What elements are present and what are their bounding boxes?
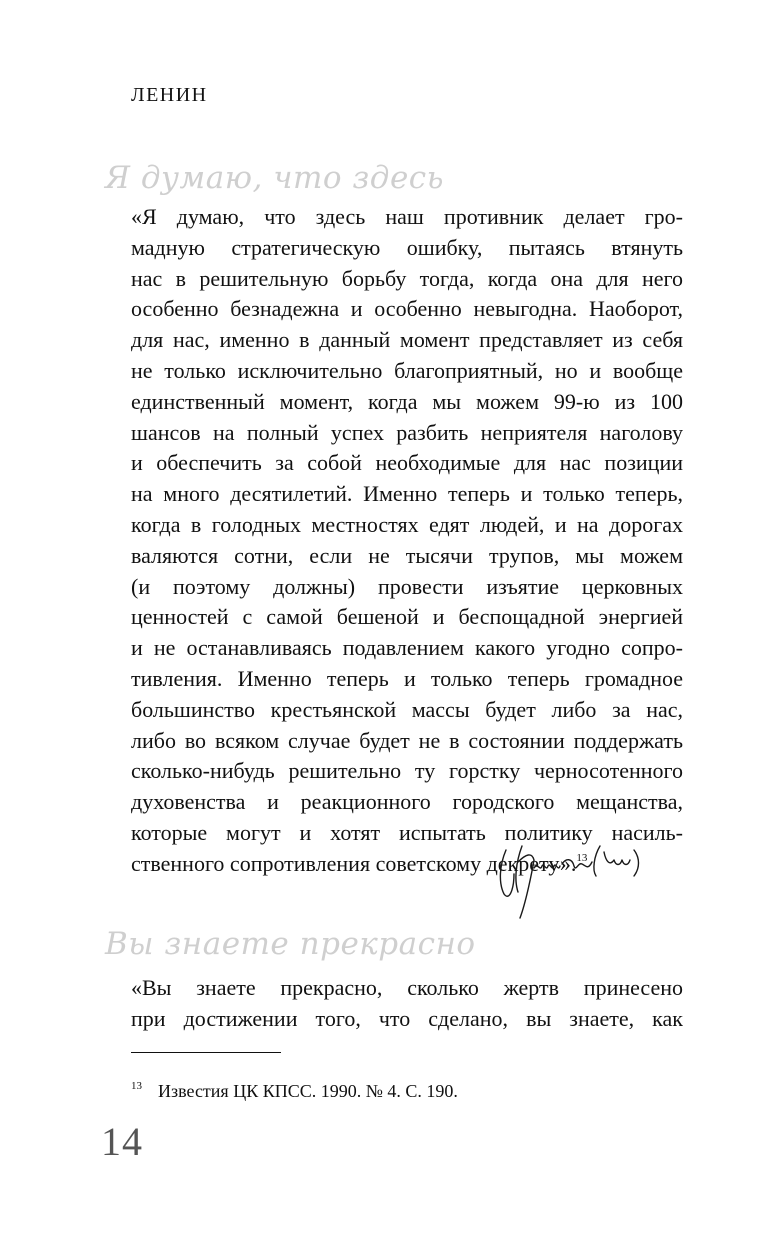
text-line: «Вы знаете прекрасно, сколько жертв принесено <box>131 975 683 1000</box>
text-line: валяются сотни, если не тысячи трупов, мы можем <box>131 542 683 568</box>
handwritten-caption-1: Я думаю, что здесь <box>105 160 445 196</box>
text-line: единственный момент, когда мы можем 99-ю из 100 <box>131 388 683 414</box>
page-number: 14 <box>101 1119 143 1164</box>
text-line: тивления. Именно теперь и только теперь громадное <box>131 665 683 691</box>
handwritten-caption-2: Вы знаете прекрасно <box>105 926 476 962</box>
footnote <box>131 1080 458 1102</box>
text-line: и обеспечить за собой необходимые для нас позиции <box>131 450 683 476</box>
handwritten-signature <box>492 832 652 922</box>
running-head: ЛЕНИН <box>131 84 208 106</box>
footnote-reference: 13 <box>576 851 588 864</box>
text-line: особенно безнадежна и особенно невыгодна. Наоборот, <box>131 296 683 322</box>
text-line: при достижении того, что сделано, вы знаете, как <box>131 1005 683 1031</box>
text-line: для нас, именно в данный момент представляет из себя <box>131 327 683 353</box>
footnote-text: Известия ЦК КПСС. 1990. № 4. С. 190. <box>158 1081 458 1101</box>
text-line: «Я думаю, что здесь наш противник делает гро- <box>131 204 683 229</box>
text-line: духовенства и реакционного городского мещанства, <box>131 789 683 815</box>
quote-paragraph-2 <box>131 973 683 1035</box>
footnote-number: 13 <box>131 1080 142 1092</box>
text-line: когда в голодных местностях едят людей, и на дорогах <box>131 511 683 537</box>
text-line: на много десятилетий. Именно теперь и только теперь, <box>131 481 683 507</box>
text-line: нас в решительную борьбу тогда, когда она для него <box>131 265 683 291</box>
text-line: сколько-нибудь решительно ту горстку черносотенного <box>131 758 683 784</box>
footnote-divider <box>131 1052 281 1053</box>
text-line: которые могут и хотят испытать политику насиль- <box>131 819 683 845</box>
text-line: либо во всяком случае будет не в состоянии поддержать <box>131 727 683 753</box>
text-line: мадную стратегическую ошибку, пытаясь втянуть <box>131 234 683 260</box>
text-line: (и поэтому должны) провести изъятие церковных <box>131 573 683 599</box>
text-line: не только исключительно благоприятный, но и вообще <box>131 357 683 383</box>
text-line: шансов на полный успех разбить неприятеля наголову <box>131 419 683 445</box>
quote-paragraph-1 <box>131 202 683 880</box>
text-line: большинство крестьянской массы будет либо за нас, <box>131 696 683 722</box>
text-line: и не останавливаясь подавлением какого угодно сопро- <box>131 635 683 661</box>
text-line: ценностей с самой бешеной и беспощадной энергией <box>131 604 683 630</box>
text-line-content: ственного сопротивления советскому декрету». <box>131 850 577 876</box>
